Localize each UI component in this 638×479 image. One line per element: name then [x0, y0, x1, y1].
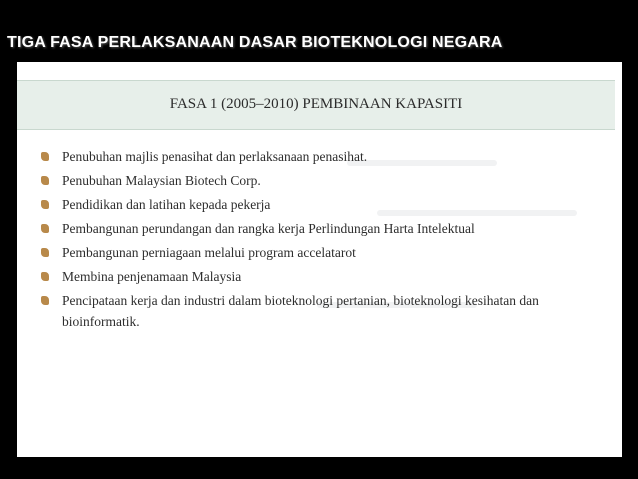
list-item: [41, 170, 607, 191]
document-image: [17, 62, 622, 457]
leaf-bullet-icon: [41, 224, 49, 233]
list-item: [41, 266, 607, 287]
list-item-text: Membina penjenamaan Malaysia: [62, 269, 242, 284]
bullet-list: [41, 146, 607, 335]
slide-title: TIGA FASA PERLAKSANAAN DASAR BIOTEKNOLOGI NEGARA: [7, 34, 503, 51]
list-item: [41, 194, 607, 215]
list-item-text: Pembangunan perundangan dan rangka kerja Perlindungan Harta Intelektual: [62, 221, 475, 236]
list-item-text: Pendidikan dan latihan kepada pekerja: [62, 197, 271, 212]
list-item: [41, 290, 607, 332]
list-item: [41, 218, 607, 239]
leaf-bullet-icon: [41, 272, 49, 281]
list-item-text: Penubuhan majlis penasihat dan perlaksanaan penasihat.: [62, 149, 368, 164]
list-item-text: Pembangunan perniagaan melalui program accelatarot: [62, 245, 356, 260]
leaf-bullet-icon: [41, 296, 49, 305]
leaf-bullet-icon: [41, 200, 49, 209]
list-item: [41, 146, 607, 167]
leaf-bullet-icon: [41, 176, 49, 185]
leaf-bullet-icon: [41, 248, 49, 257]
phase-header: [17, 80, 615, 130]
list-item-text: Pencipataan kerja dan industri dalam bioteknologi pertanian, bioteknologi kesihatan dan bioinformatik.: [62, 293, 539, 329]
phase-header-text: FASA 1 (2005–2010) PEMBINAAN KAPASITI: [169, 96, 463, 112]
leaf-bullet-icon: [41, 152, 49, 161]
list-item: [41, 242, 607, 263]
list-item-text: Penubuhan Malaysian Biotech Corp.: [62, 173, 261, 188]
